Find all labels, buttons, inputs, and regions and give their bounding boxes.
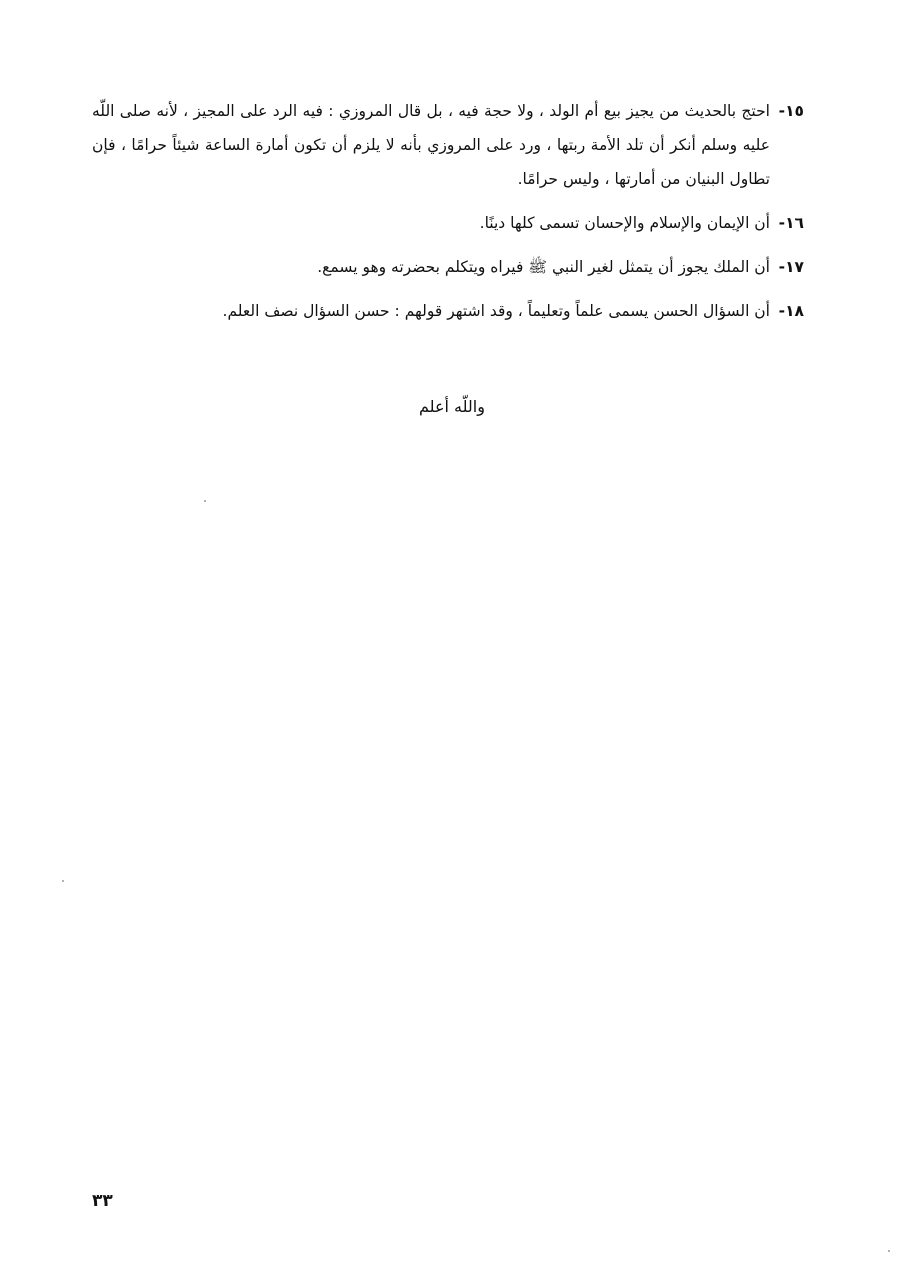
- list-item: [92, 206, 804, 240]
- closing-phrase: واللّه أعلم: [419, 397, 485, 416]
- page-number: ٣٣: [92, 1191, 113, 1211]
- item-text: احتج بالحديث من يجيز بيع أم الولد ، ولا حجة فيه ، بل قال المروزي : فيه الرد على المجيز ، لأنه صلى اللّه عليه وسلم أنكر أن تلد الأمة ربتها ، ورد على المروزي بأنه لا يلزم أن تكون أمارة الساعة شيئاً حرامًا ، فإن تطاول البنيان من أمارتها ، وليس حرامًا.: [92, 102, 770, 188]
- list-item: [92, 250, 804, 284]
- lessons-list: [92, 94, 804, 338]
- item-number: ١٥-: [778, 102, 804, 120]
- list-item: [92, 94, 804, 196]
- item-text: أن السؤال الحسن يسمى علماً وتعليماً ، وقد اشتهر قولهم : حسن السؤال نصف العلم.: [222, 302, 770, 320]
- item-number: ١٦-: [778, 214, 804, 232]
- item-number: ١٧-: [778, 258, 804, 276]
- scan-speck: [62, 880, 64, 882]
- scan-speck: [888, 1250, 890, 1252]
- scan-speck: [204, 500, 206, 502]
- list-item: [92, 294, 804, 328]
- item-number: ١٨-: [778, 302, 804, 320]
- item-text: أن الملك يجوز أن يتمثل لغير النبي ﷺ فيراه ويتكلم بحضرته وهو يسمع.: [317, 258, 770, 276]
- item-text: أن الإيمان والإسلام والإحسان تسمى كلها دينًا.: [479, 214, 770, 232]
